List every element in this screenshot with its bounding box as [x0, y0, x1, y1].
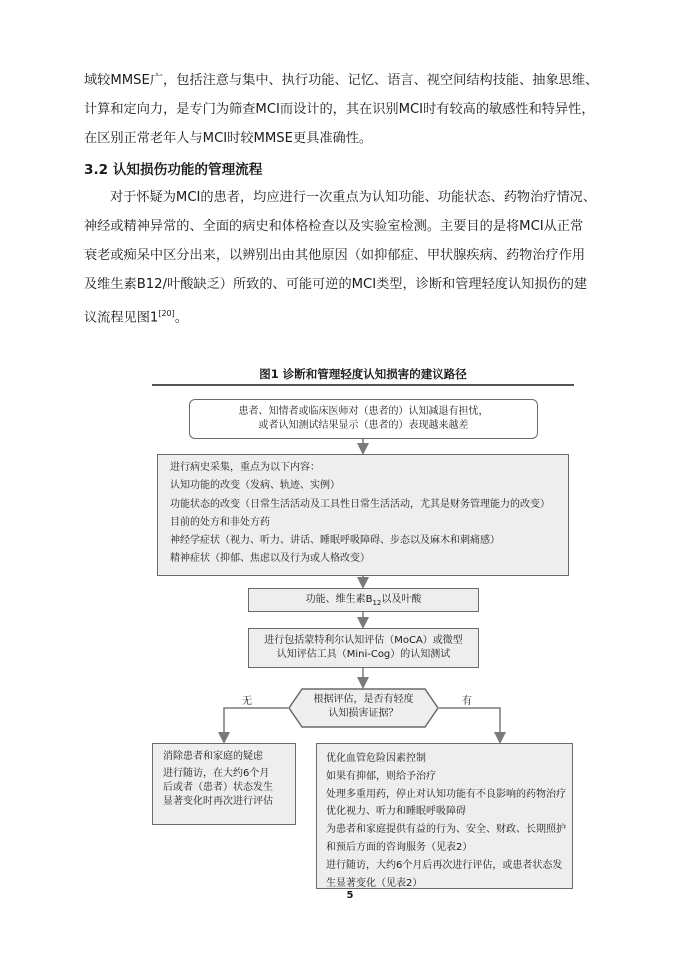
- flow-box-line: 功能状态的改变（日常生活活动及工具性日常生活活动，尤其是财务管理能力的改变）: [170, 498, 550, 510]
- paragraph-line: 在区别正常老年人与MCI时较MMSE更具准确性。: [84, 131, 373, 146]
- page-number: 5: [346, 890, 354, 901]
- flow-box-line: 优化视力、听力和睡眠呼吸障碍: [326, 806, 466, 818]
- flow-box-line: 如果有抑郁，则给予治疗: [326, 770, 436, 782]
- decision-line: 认知损害证据？: [328, 708, 399, 719]
- flow-box-line: 精神症状（抑郁、焦虑以及行为或人格改变）: [170, 553, 370, 565]
- flow-box-line: 进行包括蒙特利尔认知评估（MoCA）或微型: [264, 635, 463, 646]
- flow-box-line: 和预后方面的咨询服务（见表2）: [326, 841, 473, 853]
- decision-question: [288, 693, 439, 721]
- flow-box-line: 显著变化时再次进行评估: [163, 796, 273, 807]
- branch-label-no: 无: [242, 696, 252, 707]
- flow-box-line: 患者、知情者或临床医师对（患者的）认知减退有担忧，: [238, 406, 489, 417]
- branch-label-yes: 有: [462, 696, 472, 707]
- connector-yes-branch: [439, 708, 500, 741]
- figure-title: 图1 诊断和管理轻度认知损害的建议路径: [259, 367, 467, 381]
- flow-box-line: 生显著变化（见表2）: [326, 877, 423, 889]
- flow-box-line: 进行随访，在大约6个月: [163, 768, 270, 779]
- flow-box-line: 神经学症状（视力、听力、讲话、睡眠呼吸障碍、步态以及麻木和刺痛感）: [170, 535, 500, 547]
- paragraph-text: 议流程见图1: [84, 310, 159, 326]
- decision-line: 根据评估，是否有轻度: [313, 694, 414, 705]
- flow-box-line: 后或者（患者）状态发生: [163, 782, 273, 793]
- paragraph-line: 域较MMSE广，包括注意与集中、执行功能、记忆、语言、视空间结构技能、抽象思维、: [84, 73, 599, 88]
- flow-box-history: [157, 454, 569, 576]
- flow-box-labs: [248, 588, 479, 612]
- paragraph-line: 计算和定向力，是专门为筛查MCI而设计的，其在识别MCI时有较高的敏感性和特异性，: [84, 102, 595, 117]
- flow-box-line: 进行随访，大约6个月后再次进行评估，或患者状态发: [326, 859, 563, 871]
- flow-box-line: 处理多重用药，停止对认知功能有不良影响的药物治疗: [326, 788, 566, 800]
- paragraph-text: 。: [174, 310, 188, 326]
- paragraph-line: 对于怀疑为MCI的患者，均应进行一次重点为认知功能、功能状态、药物治疗情况、: [110, 190, 597, 205]
- flow-box-line: 进行病史采集，重点为以下内容：: [170, 462, 320, 473]
- paragraph-line: 神经或精神异常的、全面的病史和体格检查以及实验室检测。主要目的是将MCI从正常: [84, 219, 584, 234]
- flow-box-line: 或者认知测试结果显示（患者的）表现越来越差: [258, 420, 469, 431]
- citation-ref: [20]: [158, 309, 175, 318]
- flow-box-line: 认知评估工具（Mini-Cog）的认知测试: [276, 649, 451, 660]
- flow-box-no-mci: [152, 743, 296, 825]
- flow-box-line: 优化血管危险因素控制: [326, 753, 426, 764]
- connector-no-branch: [224, 708, 288, 741]
- flow-box-line: 认知功能的改变（发病、轨迹、实例）: [170, 480, 340, 492]
- flow-box-line: 为患者和家庭提供有益的行为、安全、财政、长期照护: [326, 824, 566, 836]
- flow-box-concern: [189, 399, 538, 439]
- subscript: 12: [372, 599, 382, 607]
- flow-box-mci-management: [316, 743, 573, 889]
- section-heading: 3.2 认知损伤功能的管理流程: [84, 162, 263, 178]
- flow-box-line: [249, 593, 478, 610]
- flow-box-cognitive-test: [248, 628, 479, 668]
- paragraph-line: 衰老或痴呆中区分出来，以辨别出由其他原因（如抑郁症、甲状腺疾病、药物治疗作用: [84, 248, 586, 263]
- flow-box-line: 消除患者和家庭的疑虑: [163, 751, 263, 762]
- paragraph-line: 及维生素B12/叶酸缺乏）所致的、可能可逆的MCI类型，诊断和管理轻度认知损伤的建: [84, 277, 588, 292]
- flow-box-line: 目前的处方和非处方药: [170, 516, 270, 528]
- flow-box-text: 功能、维生素B: [305, 594, 373, 605]
- flow-box-text: 以及叶酸: [381, 594, 422, 605]
